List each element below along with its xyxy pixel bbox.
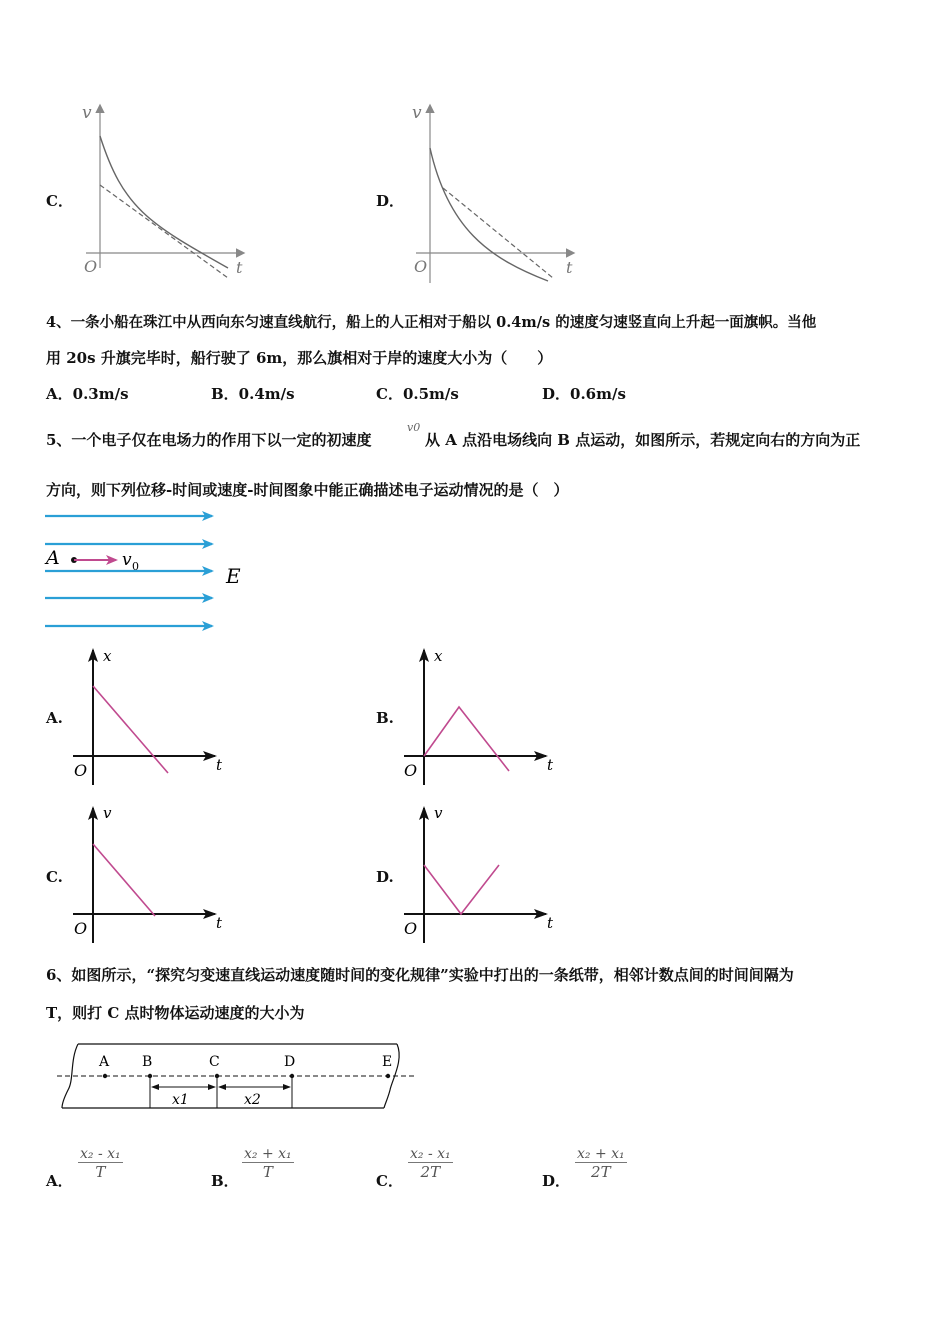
axis-v-label: v xyxy=(82,103,92,123)
q6-option-a-label: A． xyxy=(46,1172,73,1190)
axis-x-label: x xyxy=(434,647,443,665)
q5-stem-line1-part1: 5、一个电子仅在电场力的作用下以一定的初速度 xyxy=(46,431,372,449)
q5-option-b-label: B. xyxy=(376,709,394,727)
axis-t-label: t xyxy=(236,258,243,277)
label-c: C xyxy=(209,1054,220,1070)
axis-v-label: v xyxy=(412,103,422,123)
q5-stem-line2: 方向，则下列位移-时间或速度-时间图象中能正确描述电子运动情况的是（ ） xyxy=(46,481,569,499)
q5-option-c-label: C. xyxy=(46,868,63,886)
q6-option-c-label: C． xyxy=(376,1172,403,1190)
axis-t-label: t xyxy=(566,258,573,277)
q4-option-b: B．0.4m/s xyxy=(211,385,295,403)
field-e-label: E xyxy=(226,564,241,588)
q6-option-a-fraction xyxy=(78,1146,123,1181)
axis-t-label: t xyxy=(216,756,223,774)
q4-stem-line2: 用 20s 升旗完毕时，船行驶了 6m，那么旗相对于岸的速度大小为（ ） xyxy=(46,349,553,367)
axis-t-label: t xyxy=(216,914,223,932)
q6-option-b-label: B． xyxy=(211,1172,239,1190)
numerator: x₂ + x₁ xyxy=(577,1146,625,1162)
graph-line xyxy=(424,707,509,771)
paper-tape-figure xyxy=(52,1040,420,1116)
numerator: x₂ + x₁ xyxy=(244,1146,292,1162)
origin-label: O xyxy=(404,919,418,938)
axis-t-label: t xyxy=(547,756,554,774)
q5-graph-a xyxy=(70,645,235,787)
q4-option-a: A．0.3m/s xyxy=(46,385,129,403)
label-b: B xyxy=(142,1054,153,1070)
q6-option-d-fraction xyxy=(575,1146,627,1181)
q5-graph-b xyxy=(401,645,566,787)
q5-option-d-label: D. xyxy=(376,868,394,886)
axis-v-label: v xyxy=(103,804,112,822)
numerator: x₂ - x₁ xyxy=(80,1146,121,1162)
q3-option-d-label: D． xyxy=(376,192,405,210)
q6-option-d-label: D． xyxy=(542,1172,571,1190)
q5-stem-line1-part2: 从 A 点沿电场线向 B 点运动，如图所示，若规定向右的方向为正 xyxy=(425,431,861,449)
q5-option-a-label: A. xyxy=(46,709,63,727)
q6-option-b-fraction xyxy=(242,1146,294,1181)
axis-x-label: x xyxy=(103,647,112,665)
graph-line xyxy=(93,844,155,916)
axis-t-label: t xyxy=(547,914,554,932)
tangent-dashed-line xyxy=(443,188,553,278)
numerator: x₂ - x₁ xyxy=(410,1146,451,1162)
origin-label: O xyxy=(74,919,88,938)
velocity-label: v xyxy=(122,550,132,570)
q3-option-c-label: C． xyxy=(46,192,73,210)
q5-graph-c xyxy=(70,803,235,945)
label-x1: x1 xyxy=(172,1092,189,1108)
velocity-subscript: 0 xyxy=(132,560,139,573)
tangent-dashed-line xyxy=(100,185,228,278)
q4-option-c: C．0.5m/s xyxy=(376,385,459,403)
origin-label: O xyxy=(414,257,428,276)
q4-option-d: D．0.6m/s xyxy=(542,385,626,403)
q5-graph-d xyxy=(401,803,566,945)
denominator: 2T xyxy=(420,1163,441,1181)
q6-stem-line1: 6、如图所示，“探究匀变速直线运动速度随时间的变化规律”实验中打出的一条纸带，相邻计数点间的时间间隔为 xyxy=(46,966,794,984)
q6-stem-line2: T，则打 C 点时物体运动速度的大小为 xyxy=(46,1004,305,1022)
axis-v-label: v xyxy=(434,804,443,822)
label-e: E xyxy=(382,1054,393,1070)
v-t-curve xyxy=(100,136,228,268)
point-e xyxy=(386,1074,390,1078)
graph-line xyxy=(93,686,168,773)
denominator: 2T xyxy=(591,1163,611,1181)
origin-label: O xyxy=(404,761,418,780)
electric-field-figure xyxy=(40,505,260,637)
q3-graph-d xyxy=(408,98,580,288)
point-a xyxy=(103,1074,107,1078)
q3-graph-c xyxy=(78,98,250,288)
origin-label: O xyxy=(84,257,98,276)
label-d: D xyxy=(284,1054,296,1070)
origin-label: O xyxy=(74,761,88,780)
denominator: T xyxy=(262,1163,273,1181)
v-t-curve xyxy=(430,148,548,281)
denominator: T xyxy=(95,1163,106,1181)
point-a-label: A xyxy=(46,547,60,569)
label-x2: x2 xyxy=(244,1092,261,1108)
label-a: A xyxy=(99,1054,110,1070)
q6-option-c-fraction xyxy=(408,1146,453,1181)
q5-v0-symbol: v0 xyxy=(407,421,421,434)
q4-stem-line1: 4、一条小船在珠江中从西向东匀速直线航行，船上的人正相对于船以 0.4m/s 的速度匀速竖直向上升起一面旗帜。当他 xyxy=(46,314,817,331)
graph-line xyxy=(424,865,499,914)
